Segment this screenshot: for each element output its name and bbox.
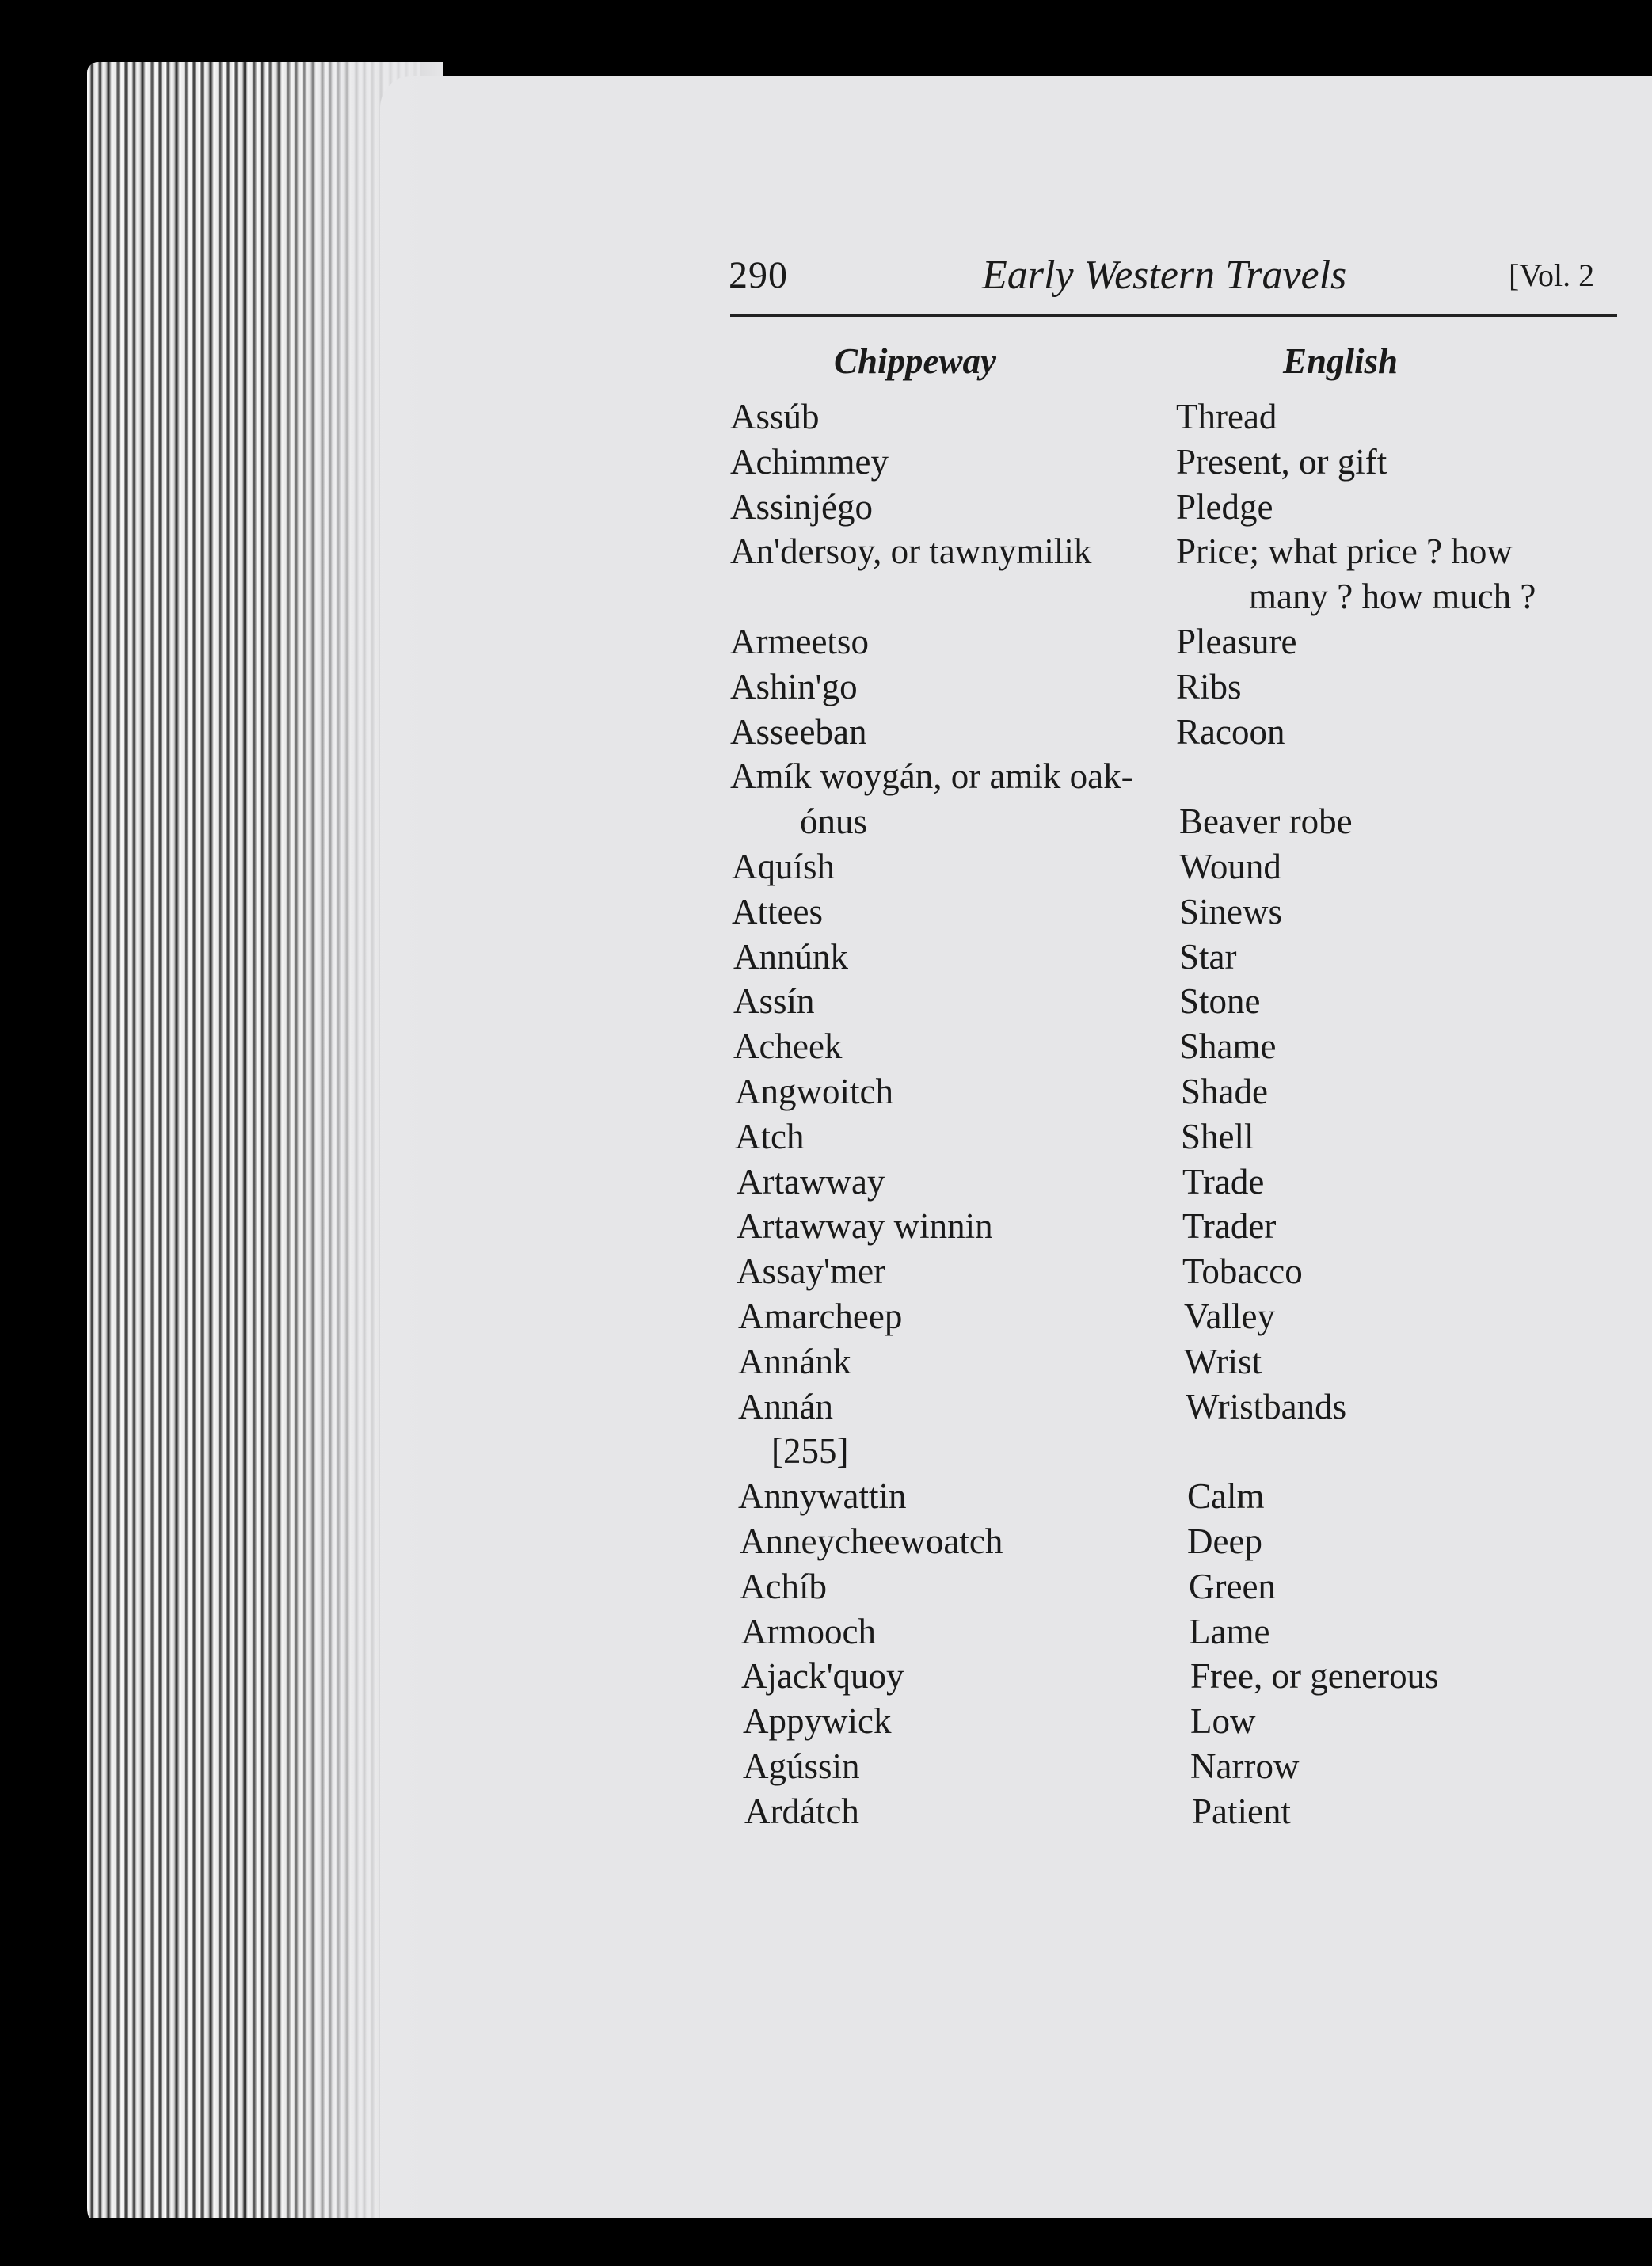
entry-english: Shame <box>1179 1026 1277 1066</box>
column-heading-english: English <box>1283 341 1399 381</box>
entry-english: Free, or generous <box>1190 1656 1439 1696</box>
entry-english: Trade <box>1182 1162 1265 1202</box>
entry-chippeway: Attees <box>732 892 823 931</box>
entry-chippeway: Artawway <box>737 1162 885 1202</box>
entry-chippeway: Atch <box>735 1117 805 1156</box>
entry-english: Thread <box>1176 397 1277 436</box>
page-number: 290 <box>729 254 788 296</box>
entry-chippeway: Annúnk <box>733 937 848 977</box>
entry-chippeway: Annywattin <box>738 1476 907 1516</box>
entry-english: Wristbands <box>1186 1387 1347 1426</box>
entry-english: Narrow <box>1190 1746 1300 1786</box>
entry-chippeway: Acheek <box>733 1026 843 1066</box>
entry-english: Deep <box>1187 1521 1262 1561</box>
column-heading-chippeway: Chippeway <box>834 341 997 381</box>
entry-chippeway: Assín <box>733 981 815 1021</box>
entry-english: Star <box>1179 937 1237 977</box>
scan-background <box>0 0 1652 63</box>
entry-english: Beaver robe <box>1179 802 1353 841</box>
entry-english: Shade <box>1181 1072 1268 1111</box>
entry-chippeway: Agússin <box>743 1746 860 1786</box>
entry-chippeway: ónus <box>800 802 868 841</box>
entry-english: Pledge <box>1176 487 1273 527</box>
entry-english: Wound <box>1179 847 1281 886</box>
entry-chippeway: Angwoitch <box>735 1072 893 1111</box>
running-title: Early Western Travels <box>982 253 1347 298</box>
header-rule <box>730 314 1617 317</box>
entry-english: Present, or gift <box>1176 442 1387 482</box>
entry-chippeway: Achíb <box>740 1567 827 1606</box>
entry-chippeway: Appywick <box>743 1701 892 1741</box>
entry-chippeway: Aquísh <box>732 847 836 886</box>
entry-chippeway: Anneycheewoatch <box>740 1521 1003 1561</box>
entry-chippeway: Assúb <box>730 397 820 436</box>
entry-chippeway: An'dersoy, or tawnymilik <box>730 531 1092 571</box>
entry-chippeway: Assinjégo <box>730 487 873 527</box>
entry-chippeway: Assay'mer <box>737 1251 886 1291</box>
entry-english: Lame <box>1189 1612 1270 1651</box>
entry-english: Shell <box>1181 1117 1254 1156</box>
entry-english: Price; what price ? how <box>1176 531 1513 571</box>
entry-chippeway: Armeetso <box>730 622 869 661</box>
entry-english: Low <box>1190 1701 1256 1741</box>
entry-english: Patient <box>1192 1792 1291 1831</box>
entry-chippeway: Artawway winnin <box>737 1206 993 1246</box>
entry-english: Green <box>1189 1567 1276 1606</box>
entry-english: Sinews <box>1179 892 1283 931</box>
entry-english: Trader <box>1182 1206 1277 1246</box>
entry-chippeway: Ashin'go <box>730 667 858 706</box>
entry-english: Stone <box>1179 981 1261 1021</box>
entry-chippeway: Achimmey <box>730 442 889 482</box>
entry-english: Racoon <box>1176 712 1285 752</box>
entry-chippeway: Asseeban <box>730 712 867 752</box>
entry-english: Wrist <box>1184 1342 1262 1381</box>
entry-chippeway: Amík woygán, or amik oak- <box>730 756 1133 796</box>
entry-english: Ribs <box>1176 667 1242 706</box>
entry-english: Pleasure <box>1176 622 1297 661</box>
entry-chippeway: Armooch <box>741 1612 876 1651</box>
entry-chippeway: Amarcheep <box>738 1297 903 1336</box>
page-gutter-shading <box>261 62 443 2232</box>
volume-label: [Vol. 2 <box>1509 257 1595 293</box>
entry-chippeway: Ardátch <box>744 1792 859 1831</box>
entry-chippeway: Annánk <box>738 1342 851 1381</box>
entry-english: many ? how much ? <box>1249 577 1536 616</box>
entry-chippeway: [255] <box>771 1431 849 1471</box>
book-page <box>380 76 1652 2232</box>
entry-chippeway: Annán <box>738 1387 833 1426</box>
entry-english: Valley <box>1184 1297 1275 1336</box>
entry-english: Tobacco <box>1182 1251 1303 1291</box>
scan-background-bottom <box>87 2218 1652 2266</box>
entry-english: Calm <box>1187 1476 1265 1516</box>
entry-chippeway: Ajack'quoy <box>741 1656 904 1696</box>
